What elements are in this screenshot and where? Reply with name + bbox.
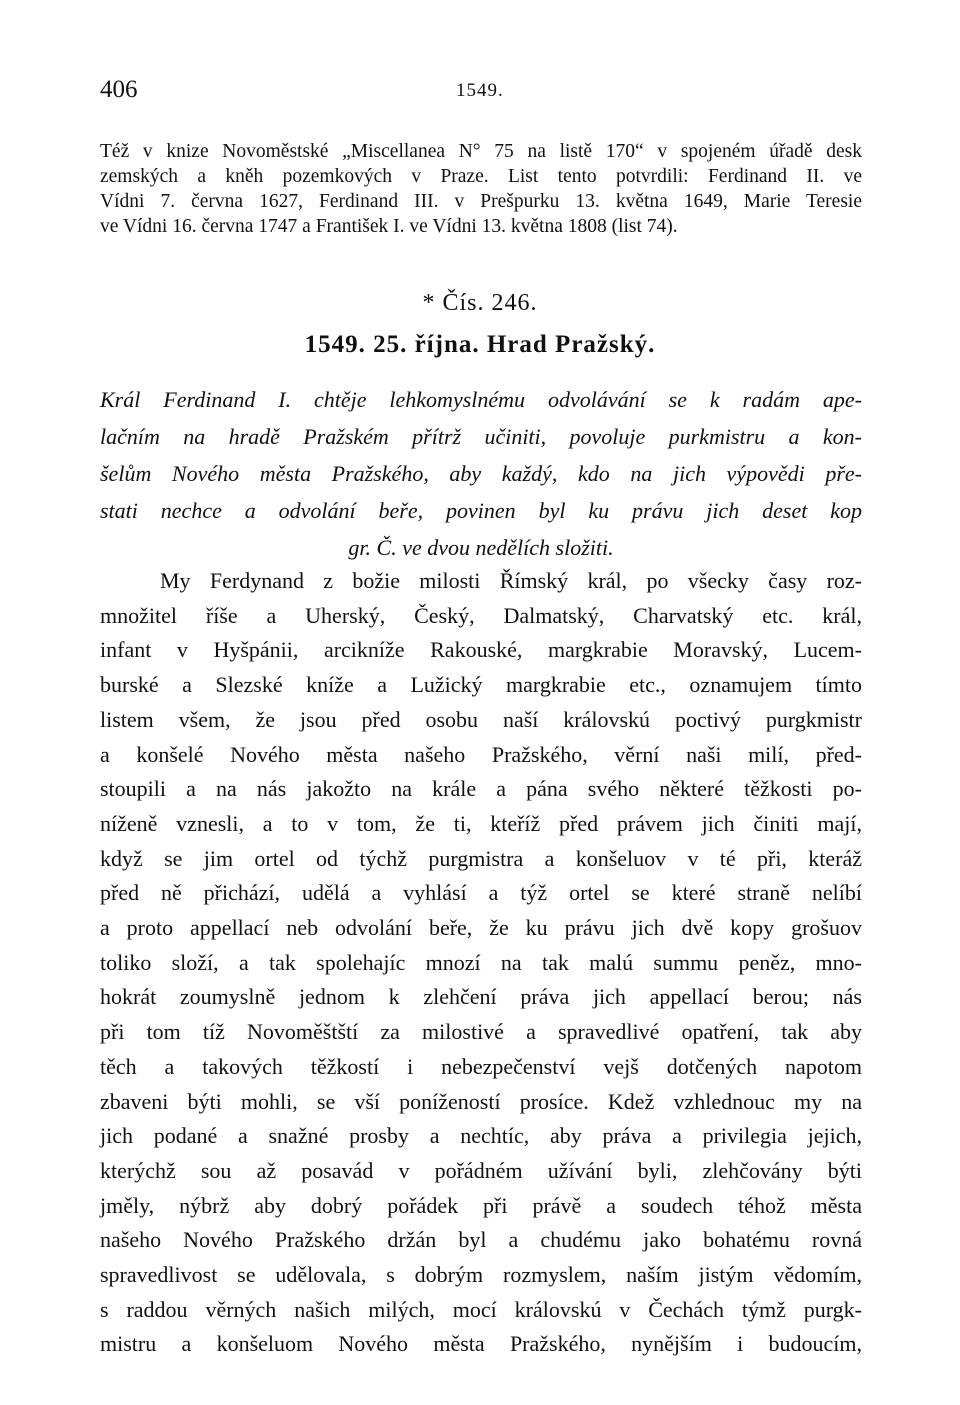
body-line: infant v Hyšpánii, arcikníže Rakouské, margkrabie Moravský, Lucem- [100,637,862,663]
body-line: před ně přichází, udělá a vyhlásí a týž ortel se které straně nelíbí [100,880,862,906]
abstract-line: šelům Nového města Pražského, aby každý, kdo na jich výpovědi pře- [100,461,862,486]
document-abstract [100,381,862,566]
page-number: 406 [100,76,138,103]
abstract-line: Král Ferdinand I. chtěje lehkomyslnému odvolávání se k radám ape- [100,387,862,412]
body-line: jich podané a snažné prosby a nechtíc, aby práva a privilegia jejich, [100,1123,862,1149]
note-line: zemských a kněh pozemkových v Praze. List tento potvrdili: Ferdinand II. ve [100,166,862,187]
page-header [100,76,862,106]
abstract-line: gr. Č. ve dvou nedělích složiti. [348,535,614,560]
body-line: a konšelé Nového města našeho Pražského, věrní naši milí, před- [100,741,862,767]
body-line: zbaveni býti mohli, se vší ponížeností prosíce. Kdež vzhlednouc my na [100,1088,862,1114]
note-line: Vídni 7. června 1627, Ferdinand III. v Prešpurku 13. května 1649, Marie Teresie [100,191,862,212]
body-line: spravedlivost se udělovala, s dobrým rozmyslem, naším jistým vědomím, [100,1262,862,1288]
body-line: listem všem, že jsou před osobu naší královskú poctivý purgkmistr [100,706,862,732]
document-number: * Čís. 246. [422,290,538,316]
body-line: a proto appellací neb odvolání beře, že ku právu jich dvě kopy grošuov [100,915,862,941]
document-body [100,564,862,1362]
body-line: kterýchž sou až posavád v pořádném užívání byli, zlehčovány býti [100,1157,862,1183]
source-note [100,139,862,239]
body-line: My Ferdynand z božie milosti Římský král, po všecky časy roz- [160,568,862,593]
body-line: burské a Slezské kníže a Lužický margkrabie etc., oznamujem tímto [100,672,862,698]
document-heading: 1549. 25. října. Hrad Pražský. [304,331,656,358]
body-line: níženě vznesli, a to v tom, že ti, kteříž před právem jich činiti mají, [100,810,862,836]
body-line: jměly, nýbrž aby dobrý pořádek při právě a soudech téhož města [100,1192,862,1218]
note-line: ve Vídni 16. června 1747 a František I. ve Vídni 13. května 1808 (list 74). [100,216,678,237]
body-line: mistru a konšeluom Nového města Pražského, nynějším i budoucím, [100,1331,862,1357]
body-line: při tom tíž Novoměštští za milostivé a spravedlivé opatření, tak aby [100,1019,862,1045]
body-line: když se jim ortel od týchž purgmistra a konšeluov v té při, kteráž [100,845,862,871]
abstract-line: lačním na hradě Pražském přítrž učiniti, povoluje purkmistru a kon- [100,424,862,449]
abstract-line: stati nechce a odvolání beře, povinen byl ku právu jich deset kop [100,498,862,523]
body-line: množitel říše a Uherský, Český, Dalmatský, Charvatský etc. král, [100,602,862,628]
running-head: 1549. [456,80,504,101]
body-line: toliko složí, a tak spolehajíc mnozí na tak malú summu peněz, mno- [100,949,862,975]
note-line: Též v knize Novoměstské „Miscellanea N° 75 na listě 170“ v spojeném úřadě desk [100,141,862,162]
body-line: těch a takových těžkostí i nebezpečenství vejš dotčených napotom [100,1053,862,1079]
body-line: stoupili a na nás jakožto na krále a pána svého některé těžkosti po- [100,776,862,802]
body-line: s raddou věrných našich milých, mocí královskú v Čechách týmž purgk- [100,1296,862,1322]
body-line: našeho Nového Pražského držán byl a chudému jako bohatému rovná [100,1227,862,1253]
body-line: hokrát zoumyslně jednom k zlehčení práva jich appellací berou; nás [100,984,862,1010]
